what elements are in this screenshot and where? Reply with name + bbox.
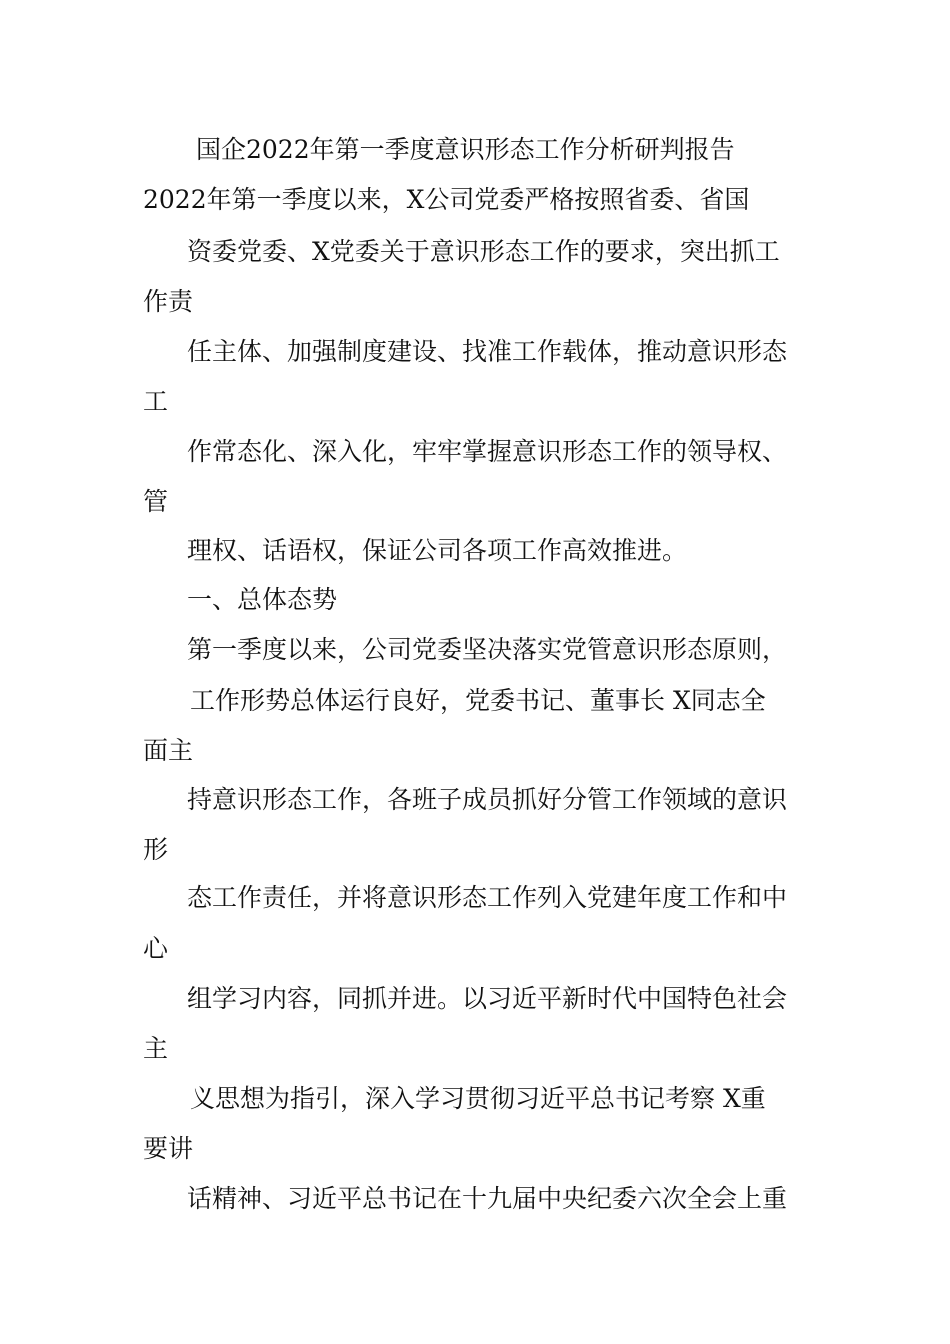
paragraph-line: 工 [143,387,169,416]
paragraph-line: 持意识形态工作，各班子成员抓好分管工作领域的意识 [187,785,788,814]
paragraph-line: 主 [143,1034,169,1063]
paragraph-line: 形 [143,835,169,864]
paragraph-line: 面主 [143,736,194,765]
paragraph-line: 2022年第一季度以来，X公司党委严格按照省委、省国 [143,185,750,214]
paragraph-line: 作常态化、深入化，牢牢掌握意识形态工作的领导权、 [187,437,788,466]
paragraph-line: 心 [143,934,169,963]
document-title: 国企2022年第一季度意识形态工作分析研判报告 [196,135,735,164]
paragraph-line: 管 [143,487,169,516]
paragraph-line: 组学习内容，同抓并进。以习近平新时代中国特色社会 [187,984,788,1013]
paragraph-line: 资委党委、X党委关于意识形态工作的要求，突出抓工 [187,237,780,266]
paragraph-line: 话精神、习近平总书记在十九届中央纪委六次全会上重 [187,1184,788,1213]
paragraph-line: 第一季度以来，公司党委坚决落实党管意识形态原则， [187,635,788,664]
paragraph-line: 任主体、加强制度建设、找准工作载体，推动意识形态 [187,337,788,366]
section-heading: 一、总体态势 [187,585,338,614]
paragraph-line: 作责 [143,287,194,316]
paragraph-line: 理权、话语权，保证公司各项工作高效推进。 [187,536,688,565]
paragraph-line: 义思想为指引，深入学习贯彻习近平总书记考察 X重 [190,1084,766,1113]
paragraph-line: 工作形势总体运行良好，党委书记、董事长 X同志全 [190,686,766,715]
paragraph-line: 态工作责任，并将意识形态工作列入党建年度工作和中 [187,883,788,912]
paragraph-line: 要讲 [143,1134,194,1163]
